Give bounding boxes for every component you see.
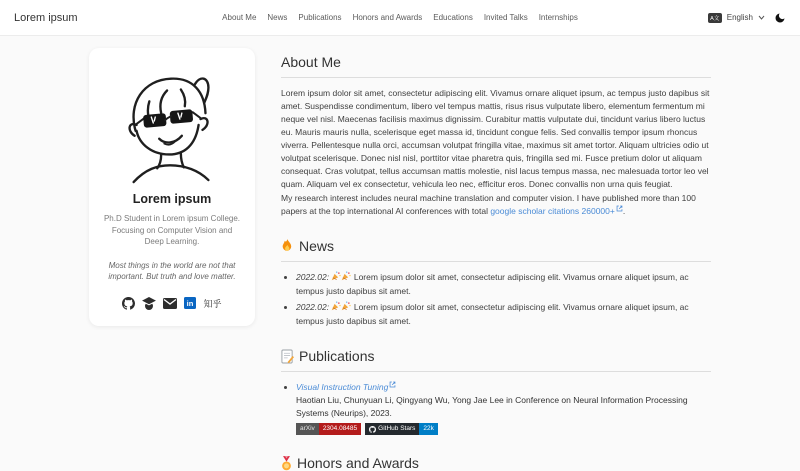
about-paragraph: Lorem ipsum dolor sit amet, consectetur adipiscing elit. Vivamus ornare aliquet ipsum, ac tempus justo dapibus sit amet. Suspendisse condimentum, libero vel tempus mattis, risus risus vulputate libero, elementum fermentum mi neque vel nisl. Maecenas facilisis maximus dignissim. Curabitur mattis vulputate dui, tincidunt varius libero luctus eu. Mauris mauris nulla, scelerisque eget massa id, tincidunt congue felis. Sed convallis tempor ipsum rhoncus viverra. Pellentesque nulla orci, accumsan volutpat fringilla vitae, maximus sit amet tortor. Aliquam ultricies odio ut volutpat scelerisque. Donec nisl nisl, porttitor vitae pharetra quis, fringilla sed mi. Fusce pretium dolor ut aliquam consequat. Cras volutpat, tellus accumsan mattis molestie, nisl lacus tempus massa, nec malesuada tortor leo vel quam. Aliquam vel ex consectetur, vehicula leo nec, efficitur eros. Donec convallis non urna quis feugiat. [281,88,710,189]
news-date: 2022.02: [296,272,330,282]
section-news [281,238,711,328]
news-item [296,301,711,328]
linkedin-icon [184,297,196,309]
publications-title: Publications [299,348,375,364]
nav-item-honors-and-awards[interactable]: Honors and Awards [352,13,423,22]
section-publications [281,348,711,435]
svg-text:in: in [187,299,194,308]
scholar-icon [142,297,156,310]
language-selector[interactable]: English [726,13,753,22]
news-heading [281,238,711,254]
publication-badges [296,423,711,435]
arxiv-badge[interactable] [296,423,361,435]
nav-item-news[interactable]: News [267,13,288,22]
nav-item-invited-talks[interactable]: Invited Talks [483,13,528,22]
section-divider [281,77,711,78]
nav-item-publications[interactable]: Publications [298,13,342,22]
header-controls [708,12,786,24]
research-statement [281,192,711,218]
sketch-portrait-icon [108,58,236,186]
google-scholar-link[interactable]: google scholar citations 260000+ [490,206,615,216]
badge-label: GitHub Stars [378,424,416,432]
publications-list [281,381,711,435]
linkedin-link[interactable] [184,297,196,309]
top-navbar [0,0,800,36]
news-title: News [299,238,335,254]
main-content [281,48,711,471]
about-me-heading [281,54,711,70]
chevron-down-icon[interactable] [758,15,765,20]
research-text: My research interest includes neural machine translation and computer vision. I have published more than 100 papers at the top international AI conferences with total [281,193,696,216]
page-content [89,48,711,471]
section-honors [281,455,711,471]
memo-icon [281,349,294,364]
medal-icon [281,456,292,471]
section-about-me [281,54,711,218]
badge-value: 22k [419,423,437,435]
avatar [108,58,236,186]
news-list [281,271,711,328]
section-divider [281,261,711,262]
github-icon [369,426,376,433]
fire-icon [281,239,294,254]
badge-label: arXiv [296,423,319,435]
sentence-period: . [622,206,626,216]
scholar-link[interactable] [142,297,156,310]
external-link-icon [616,205,623,212]
party-popper-icon [331,271,341,285]
party-popper-icon [341,301,351,315]
news-text: Lorem ipsum dolor sit amet, consectetur adipiscing elit. Vivamus ornare aliquet ipsum, ac tempus justo dapibus sit amet. [296,272,689,296]
email-icon [163,298,177,309]
party-popper-icon [331,301,341,315]
nav-item-about-me[interactable]: About Me [222,13,257,22]
section-divider [281,371,711,372]
honors-heading [281,455,711,471]
nav-item-educations[interactable]: Educations [433,13,473,22]
nav-item-internships[interactable]: Internships [538,13,578,22]
translate-icon: A文 [708,13,722,23]
profile-bio: Ph.D Student in Lorem ipsum College. Focusing on Computer Vision and Deep Learning. [103,214,241,246]
social-links [102,297,242,310]
publications-heading [281,348,711,364]
dark-mode-toggle[interactable] [774,12,786,24]
brand-link[interactable]: Lorem ipsum [14,11,78,24]
badge-value: 2304.08485 [319,423,361,435]
news-text: Lorem ipsum dolor sit amet, consectetur adipiscing elit. Vivamus ornare aliquet ipsum, ac tempus justo dapibus sit amet. [296,302,689,326]
profile-name: Lorem ipsum [132,192,212,206]
publication-title-link[interactable]: Visual Instruction Tuning [296,382,389,392]
profile-quote: Most things in the world are not that important. But truth and love matter. [108,260,236,281]
profile-card [89,48,255,326]
news-date: 2022.02: [296,302,330,312]
github-icon [122,297,135,310]
email-link[interactable] [163,298,177,309]
moon-icon [774,12,786,24]
publication-authors: Haotian Liu, Chunyuan Li, Qingyang Wu, Yong Jae Lee in Conference on Neural Information Processing Systems (Neurips), 2023. [296,395,688,418]
about-me-title: About Me [281,54,341,70]
main-nav [222,13,578,22]
zhihu-link[interactable]: 知乎 [203,298,222,309]
honors-title: Honors and Awards [297,455,419,471]
github-stars-badge[interactable] [365,423,438,435]
party-popper-icon [341,271,351,285]
external-link-icon [389,381,396,388]
github-link[interactable] [122,297,135,310]
publication-item [296,381,711,435]
news-item [296,271,711,298]
